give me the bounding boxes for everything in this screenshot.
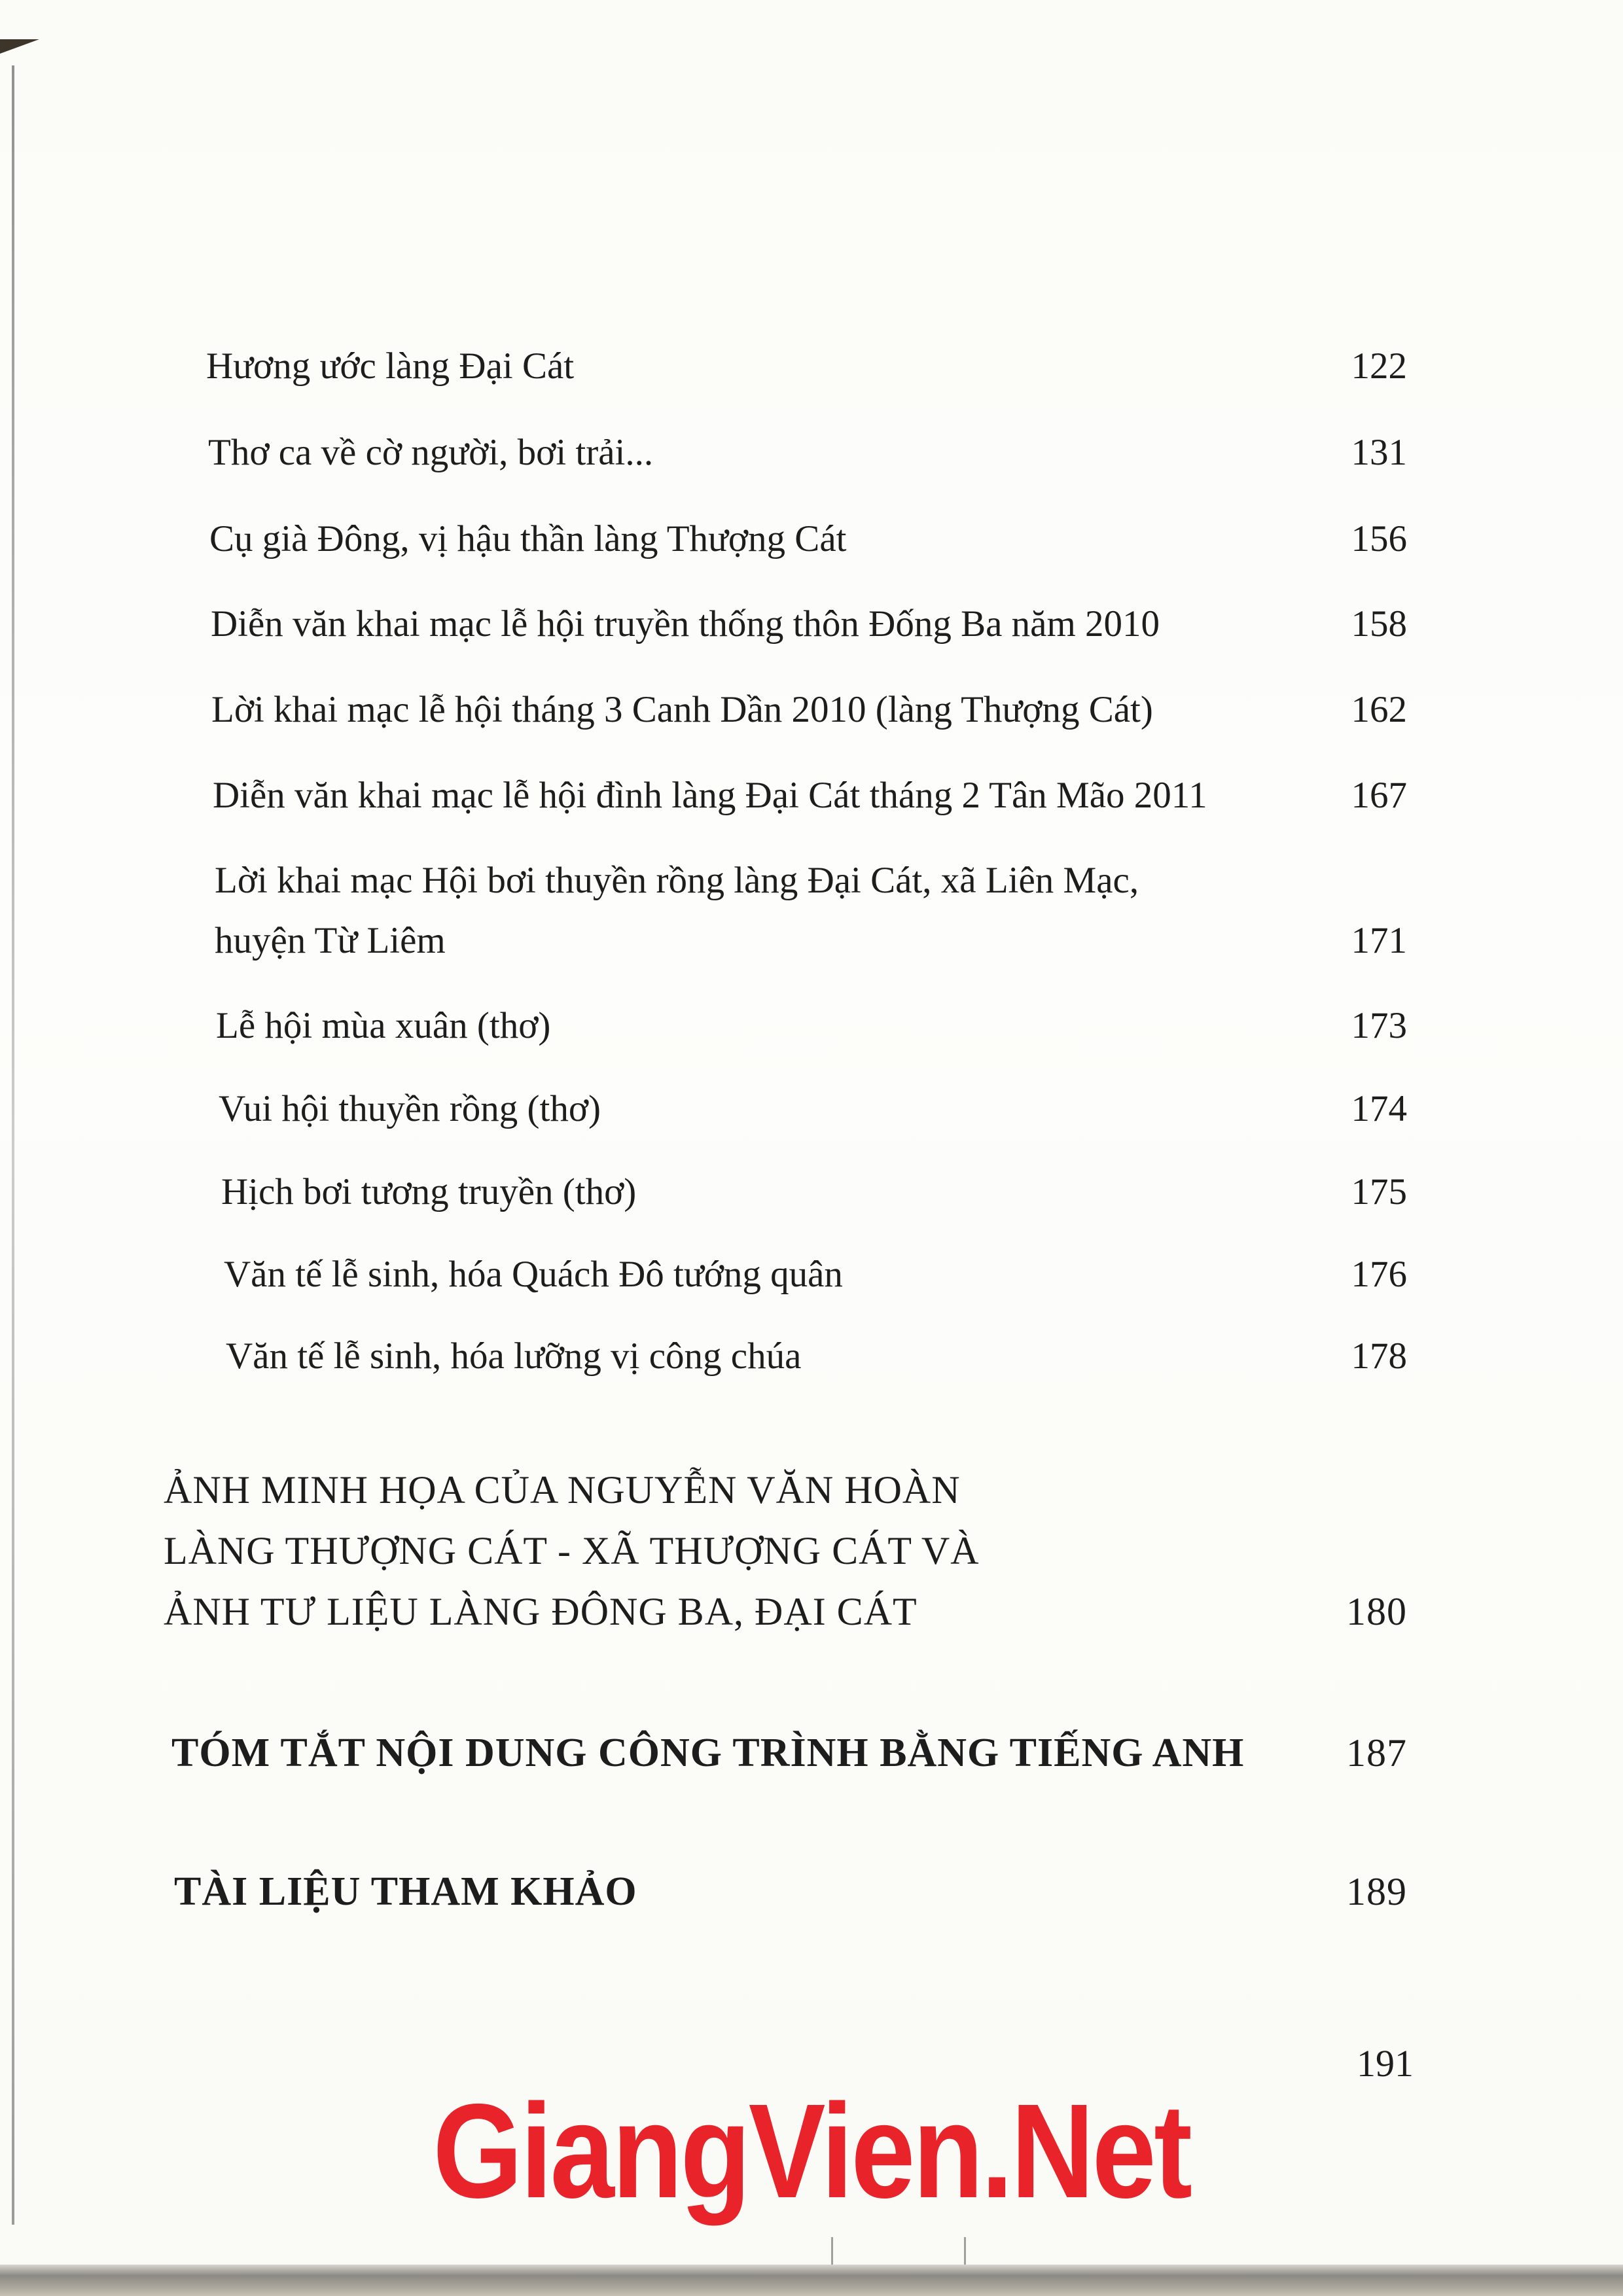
toc-entry-title: Vui hội thuyền rồng (thơ) <box>219 1088 601 1129</box>
page-number: 191 <box>1357 2042 1414 2085</box>
toc-entry-page: 156 <box>1351 518 1407 559</box>
toc-entry-page: 174 <box>1351 1088 1407 1129</box>
toc-entry-title-continued: huyện Từ Liêm <box>215 920 446 961</box>
toc-entry-title: Lời khai mạc lễ hội tháng 3 Canh Dần 2010 (làng Thượng Cát) <box>211 689 1153 730</box>
section-page: 189 <box>1346 1870 1407 1913</box>
toc-entry-page: 171 <box>1351 920 1407 961</box>
binding-edge <box>12 65 14 2225</box>
toc-entry-title: Diễn văn khai mạc lễ hội truyền thống thôn Đống Ba năm 2010 <box>211 603 1160 645</box>
toc-entry-page: 175 <box>1351 1171 1407 1212</box>
toc-entry-title: Văn tế lễ sinh, hóa Quách Đô tướng quân <box>224 1254 843 1295</box>
toc-entry-page: 158 <box>1351 603 1407 645</box>
toc-entry-page: 178 <box>1351 1335 1407 1377</box>
toc-entry-page: 162 <box>1351 689 1407 730</box>
toc-entry-title: Diễn văn khai mạc lễ hội đình làng Đại Cát tháng 2 Tân Mão 2011 <box>213 775 1207 816</box>
toc-entry-title: Văn tế lễ sinh, hóa lưỡng vị công chúa <box>226 1335 802 1377</box>
toc-entry-title: Hương ước làng Đại Cát <box>206 345 575 387</box>
scan-bottom-edge <box>0 2265 1623 2296</box>
toc-entry-page: 176 <box>1351 1254 1407 1295</box>
section-title: TÀI LIỆU THAM KHẢO <box>174 1869 637 1914</box>
toc-entry-title: Cụ già Đông, vị hậu thần làng Thượng Cát <box>209 518 847 559</box>
toc-entry-page: 167 <box>1351 775 1407 816</box>
toc-entry-page: 173 <box>1351 1005 1407 1046</box>
section-title-line-3: ẢNH TƯ LIỆU LÀNG ĐÔNG BA, ĐẠI CÁT <box>164 1590 918 1633</box>
section-title-line-2: LÀNG THƯỢNG CÁT - XÃ THƯỢNG CÁT VÀ <box>164 1529 980 1572</box>
section-page: 180 <box>1346 1590 1407 1633</box>
watermark-logo: GiangVien.Net <box>433 2076 1190 2226</box>
toc-entry-page: 131 <box>1351 432 1407 473</box>
scan-corner-mark <box>0 39 39 54</box>
toc-entry-title: Thơ ca về cờ người, bơi trải... <box>208 432 654 473</box>
section-title-line-1: ẢNH MINH HỌA CỦA NGUYỄN VĂN HOÀN <box>164 1468 961 1511</box>
section-title: TÓM TẮT NỘI DUNG CÔNG TRÌNH BẰNG TIẾNG ANH <box>171 1731 1245 1775</box>
toc-entry-title: Lời khai mạc Hội bơi thuyền rồng làng Đại Cát, xã Liên Mạc, <box>215 860 1139 901</box>
toc-entry-title: Hịch bơi tương truyền (thơ) <box>221 1171 637 1212</box>
section-page: 187 <box>1346 1731 1407 1775</box>
toc-entry-page: 122 <box>1351 345 1407 387</box>
toc-entry-title: Lễ hội mùa xuân (thơ) <box>216 1005 551 1046</box>
